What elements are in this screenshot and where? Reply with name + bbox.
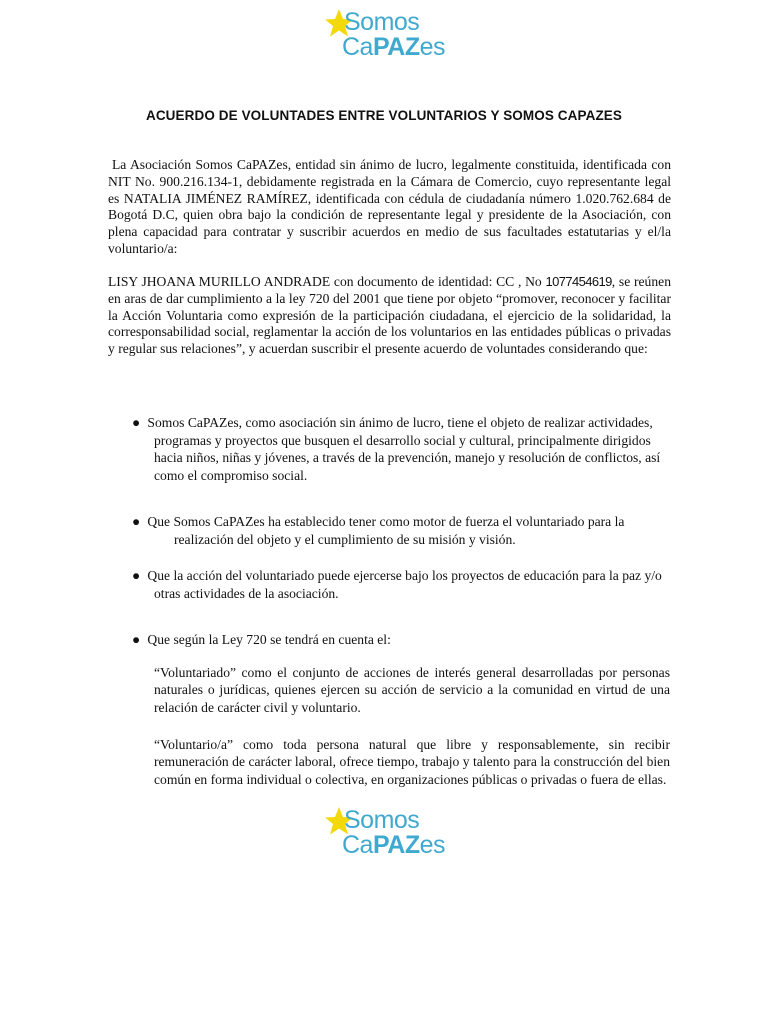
volunteer-paragraph: LISY JHOANA MURILLO ANDRADE con documento de identidad: CC , No 1077454619, se reúnen en aras de dar cumplimiento a la ley 720 del 2001 que tiene por objeto “promover, reconocer y facilitar la Acción Voluntaria como expresión de la participación ciudadana, el ejercicio de la solidaridad, la corresponsabilidad social, reglamentar la acción de los voluntarios en las entidades públicas o privadas y regular sus relaciones”, y acuerdan suscribir el presente acuerdo de voluntades considerando que: <box>108 274 671 357</box>
somos-capazes-logo-top <box>322 8 452 66</box>
bullet-item-ley: ● Que según la Ley 720 se tendrá en cuenta el: <box>132 632 391 647</box>
somos-capazes-logo-bottom <box>322 806 452 864</box>
bullet-icon: ● <box>132 514 141 529</box>
bullet-icon: ● <box>132 568 141 583</box>
bullet-icon: ● <box>132 632 141 647</box>
logo-word-capazes: CaPAZes <box>342 831 446 859</box>
id-number: 1077454619 <box>545 274 612 289</box>
bullet-icon: ● <box>132 415 141 430</box>
document-title: ACUERDO DE VOLUNTADES ENTRE VOLUNTARIOS Y SOMOS CAPAZES <box>145 108 623 123</box>
bullet-item-objeto: ● Somos CaPAZes, como asociación sin ánimo de lucro, tiene el objeto de realizar actividades, programas y proyectos que busquen el desarrollo social y cultural, principalmente dirigidos hacia niños, niñas y jóvenes, a través de la prevención, manejo y resolución de conflictos, así como el compromiso social. <box>132 415 661 483</box>
logo-word-somos: Somos <box>344 806 420 834</box>
bullet-item-motor: ● Que Somos CaPAZes ha establecido tener como motor de fuerza el voluntariado para la realización del objeto y el cumplimiento de su misión y visión. <box>132 514 625 547</box>
intro-paragraph: La Asociación Somos CaPAZes, entidad sin ánimo de lucro, legalmente constituida, identificada con NIT No. 900.216.134-1, debidamente registrada en la Cámara de Comercio, cuyo representante legal es NATALIA JIMÉNEZ RAMÍREZ, identificada con cédula de ciudadanía número 1.020.762.684 de Bogotá D.C, quien obra bajo la condición de representante legal y presidente de la Asociación, con plena capacidad para contratar y suscribir acuerdos en medio de sus facultades estatutarias y el/la voluntario/a: <box>108 157 671 256</box>
logo-word-somos: Somos <box>344 8 420 36</box>
definition-voluntariado: “Voluntariado” como el conjunto de acciones de interés general desarrolladas por personas naturales o jurídicas, quienes ejercen su acción de servicio a la comunidad en virtud de una relación de carácter civil y voluntario. <box>154 665 670 715</box>
logo-word-capazes: CaPAZes <box>342 33 446 61</box>
bullet-item-accion: ● Que la acción del voluntariado puede ejercerse bajo los proyectos de educación para la paz y/o otras actividades de la asociación. <box>132 568 662 601</box>
definition-voluntario: “Voluntario/a” como toda persona natural que libre y responsablemente, sin recibir remuneración de carácter laboral, ofrece tiempo, trabajo y talento para la construcción del bien común en forma individual o colectiva, en organizaciones públicas o privadas o fuera de ellas. <box>154 737 670 787</box>
